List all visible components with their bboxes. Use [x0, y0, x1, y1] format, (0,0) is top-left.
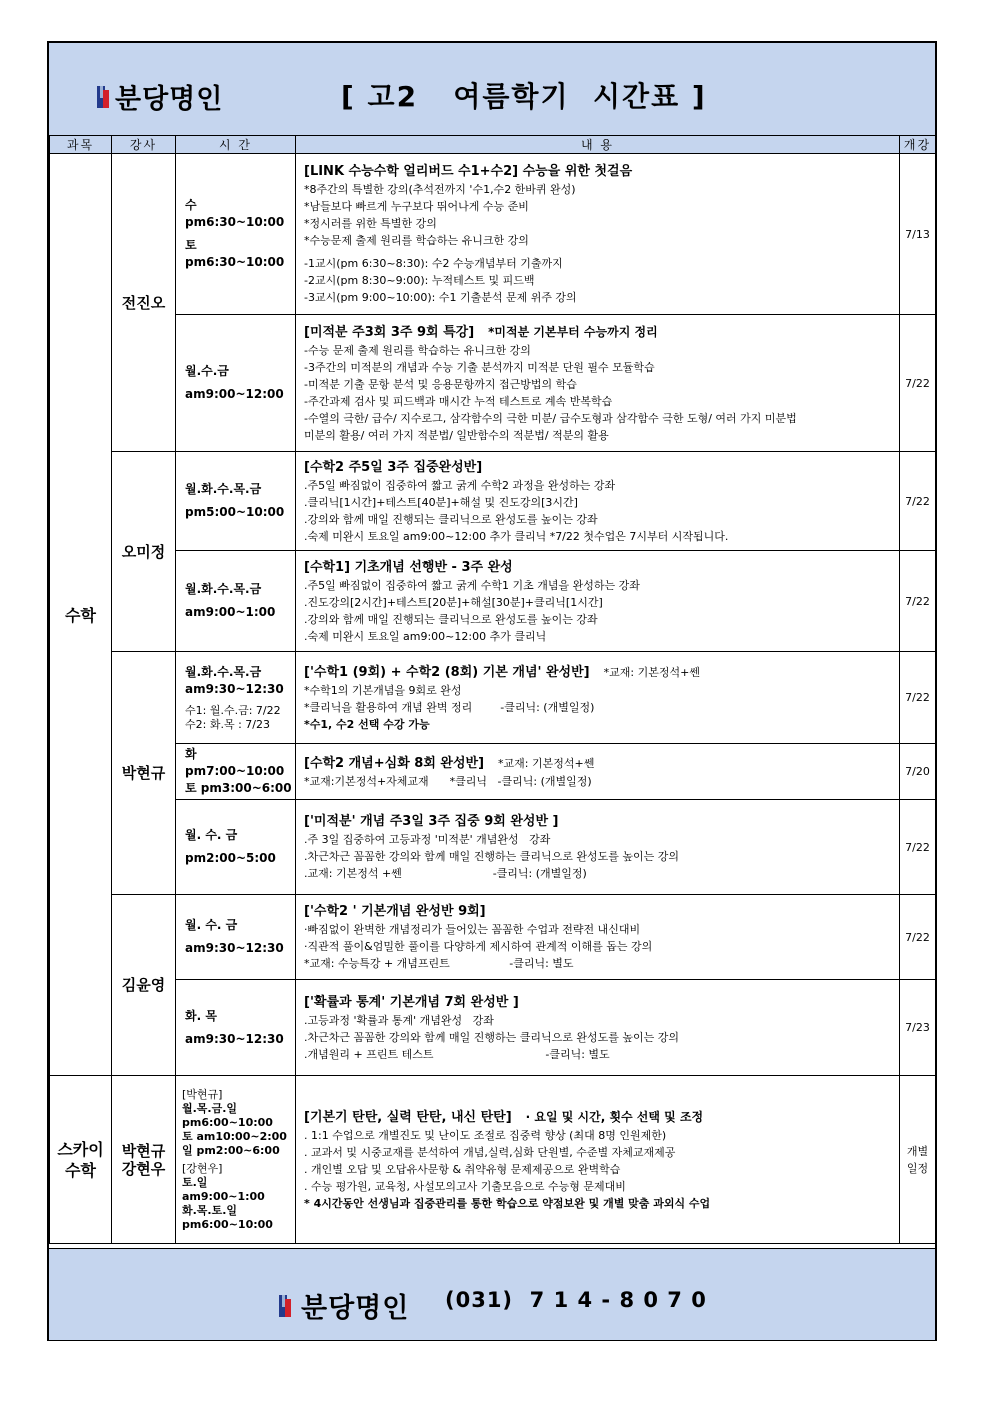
footer-band	[49, 1248, 935, 1340]
subject-cell: 스카이 수학	[50, 1076, 112, 1244]
subject-cell: 수학	[50, 154, 112, 1076]
content-line: .진도강의[2시간]+테스트[20분]+해설[30분]+클리닉[1시간]	[304, 595, 603, 609]
footer-phone: (031) 7 1 4 - 8 0 7 0	[445, 1288, 707, 1312]
header-band	[49, 43, 935, 136]
time-line: am9:30~12:30	[185, 681, 284, 696]
content-line: . 수능 평가원, 교육청, 사설모의고사 기출모음으로 수능형 문제대비	[304, 1179, 626, 1193]
time-line: pm2:00~5:00	[185, 851, 276, 865]
open-date: 7/22	[900, 800, 936, 895]
teacher-cell: 박현규	[112, 652, 176, 895]
time-line: 토 pm3:00~6:00	[185, 781, 292, 795]
content-line: *교재:기본정석+자체교재 *클리닉 -클리닉: (개별일정)	[304, 774, 592, 788]
course-heading-text: [수학2 개념+심화 8회 완성반]	[304, 755, 485, 771]
table-row	[50, 551, 936, 652]
course-heading-aside: *교재: 기본정석+쎈	[498, 756, 595, 770]
time-cell	[176, 315, 296, 452]
content-line: -1교시(pm 6:30~8:30): 수2 수능개념부터 기출까지	[304, 257, 563, 270]
time-line: 월.화.수.목.금	[185, 664, 262, 679]
time-note: 수1: 월.수.금: 7/22	[185, 703, 281, 717]
open-date: 7/22	[900, 452, 936, 551]
time-cell	[176, 452, 296, 551]
content-line: *8주간의 특별한 강의(추석전까지 '수1,수2 한바퀴 완성)	[304, 183, 576, 196]
time-line: am9:00~12:00	[185, 387, 284, 401]
content-line: .고등과정 '확률과 통계' 개념완성 강좌	[304, 1013, 494, 1027]
time-line: 수 pm6:30~10:00	[185, 198, 285, 229]
content-line: .숙제 미완시 토요일 am9:00~12:00 추가 클리닉	[304, 629, 547, 643]
content-cell	[296, 154, 900, 315]
content-cell	[296, 800, 900, 895]
schedule-table	[49, 135, 936, 1244]
table-header-row	[50, 136, 936, 154]
teacher-cell: 전진오	[112, 154, 176, 452]
content-line: *정시러를 위한 특별한 강의	[304, 217, 437, 230]
content-line: .차근차근 꼼꼼한 강의와 함께 매일 진행하는 클리닉으로 완성도를 높이는 강의	[304, 850, 679, 863]
time-line: pm6:00~10:00	[182, 1115, 273, 1129]
brand-mark-icon	[97, 86, 111, 108]
content-line: *교재: 수능특강 + 개념프린트 -클리닉: 별도	[304, 957, 574, 970]
time-line: 토 am10:00~2:00	[182, 1129, 287, 1143]
content-line: .강의와 함께 매일 진행되는 클리닉으로 완성도를 높이는 강좌	[304, 512, 598, 526]
course-heading: ['확률과 통계' 기본개념 7회 완성반 ]	[304, 994, 519, 1010]
time-line: 토 pm6:30~10:00	[185, 238, 285, 269]
time-line: am9:30~12:30	[185, 941, 284, 955]
content-line: . 교과서 및 시중교재를 분석하여 개념,실력,심화 단원별, 수준별 자체교재제공	[304, 1145, 676, 1159]
time-cell	[176, 1076, 296, 1244]
content-line: .차근차근 꼼꼼한 강의와 함께 매일 진행하는 클리닉으로 완성도를 높이는 강의	[304, 1030, 679, 1044]
course-heading	[304, 323, 895, 342]
header-brand: 분당명인	[115, 84, 224, 115]
course-heading	[304, 663, 895, 682]
course-heading: [수학1] 기초개념 선행반 - 3주 완성	[304, 559, 513, 575]
content-line-emphasis: *수1, 수2 선택 수강 가능	[304, 717, 430, 731]
table-row	[50, 1076, 936, 1244]
col-content: 내 용	[296, 136, 900, 154]
time-cell	[176, 744, 296, 800]
content-line: 미분의 활용/ 여러 가지 적분법/ 일반함수의 적분법/ 적분의 활용	[304, 428, 609, 442]
time-line: 화.목.토.일	[182, 1203, 238, 1217]
content-cell	[296, 895, 900, 980]
open-date: 7/22	[900, 895, 936, 980]
time-line: 월.수.금	[185, 364, 229, 378]
table-row	[50, 154, 936, 315]
content-cell	[296, 980, 900, 1076]
table-row	[50, 800, 936, 895]
time-line: 월.화.수.목.금	[185, 582, 262, 596]
time-cell	[176, 895, 296, 980]
content-line: -수열의 극한/ 급수/ 지수로그, 삼각함수의 극한 미분/ 급수도형과 삼각함수 극한 도형/ 여러 가지 미분법	[304, 411, 797, 425]
time-cell	[176, 154, 296, 315]
table-row	[50, 452, 936, 551]
content-line: .숙제 미완시 토요일 am9:00~12:00 추가 클리닉 *7/22 첫수업은 7시부터 시작됩니다.	[304, 529, 729, 543]
content-line: *남들보다 빠르게 누구보다 뛰어나게 수능 준비	[304, 200, 529, 213]
content-line: -3주간의 미적분의 개념과 수능 기출 분석까지 미적분 단원 필수 모듈학습	[304, 360, 655, 374]
content-line: ·빠짐없이 완벽한 개념정리가 들어있는 꼼꼼한 수업과 전략전 내신대비	[304, 923, 641, 936]
content-line: .클리닉[1시간]+테스트[40분]+해설 및 진도강의[3시간]	[304, 495, 578, 509]
teacher-cell: 김윤영	[112, 895, 176, 1076]
open-date: 개별 일정	[900, 1076, 936, 1244]
content-cell	[296, 1076, 900, 1244]
course-heading-text: ['수학1 (9회) + 수학2 (8회) 기본 개념' 완성반]	[304, 664, 590, 680]
header-logo	[97, 77, 223, 116]
col-subject: 과목	[50, 136, 112, 154]
time-line: 화. 목	[185, 1008, 217, 1023]
time-line: 월.목.금.일	[182, 1101, 238, 1115]
content-line: -미적분 기출 문항 분석 및 응용문항까지 접근방법의 학습	[304, 377, 577, 391]
course-heading: [LINK 수능수학 얼리버드 수1+수2] 수능을 위한 첫걸음	[304, 164, 633, 179]
course-heading: [수학2 주5일 3주 집중완성반]	[304, 459, 483, 475]
content-line: *수능문제 출제 원리를 학습하는 유니크한 강의	[304, 234, 529, 247]
teacher-cell: 박현규 강현우	[112, 1076, 176, 1244]
content-line: *수학1의 기본개념을 9회로 완성	[304, 683, 462, 697]
table-row	[50, 652, 936, 744]
open-date: 7/22	[900, 652, 936, 744]
page-title: [ 고2 여름학기 시간표 ]	[341, 80, 707, 113]
course-heading: ['수학2 ' 기본개념 완성반 9회]	[304, 904, 486, 919]
open-date: 7/23	[900, 980, 936, 1076]
brand-mark-icon	[279, 1295, 293, 1317]
time-cell	[176, 980, 296, 1076]
col-time: 시 간	[176, 136, 296, 154]
course-heading: ['미적분' 개념 주3일 3주 집중 9회 완성반 ]	[304, 814, 559, 829]
content-line: .강의와 함께 매일 진행되는 클리닉으로 완성도를 높이는 강좌	[304, 612, 598, 626]
table-row	[50, 744, 936, 800]
course-heading	[304, 754, 895, 773]
course-heading	[304, 1108, 895, 1127]
time-line: 월. 수. 금	[185, 918, 238, 932]
content-line: -수능 문제 출제 원리를 학습하는 유니크한 강의	[304, 343, 531, 357]
open-date: 7/20	[900, 744, 936, 800]
content-line-emphasis: * 4시간동안 선생님과 집중관리를 통한 학습으로 약점보완 및 개별 맞춤 과외식 수업	[304, 1196, 711, 1210]
table-row	[50, 315, 936, 452]
open-date: 7/22	[900, 551, 936, 652]
content-line: . 개인별 오답 및 오답유사문항 & 취약유형 문제제공으로 완벽학습	[304, 1162, 621, 1176]
open-date: 7/13	[900, 154, 936, 315]
content-line: .주5일 빠짐없이 집중하여 짧고 굵게 수학2 과정을 완성하는 강좌	[304, 478, 616, 492]
course-heading-aside: · 요일 및 시간, 횟수 선택 및 조정	[525, 1109, 704, 1124]
time-cell	[176, 551, 296, 652]
content-line: .주5일 빠짐없이 집중하여 짧고 굵게 수학1 기초 개념을 완성하는 강좌	[304, 578, 640, 592]
time-line: 토.일	[182, 1175, 208, 1189]
content-cell	[296, 452, 900, 551]
content-line: -3교시(pm 9:00~10:00): 수1 기출분석 문제 위주 강의	[304, 291, 577, 304]
time-cell	[176, 800, 296, 895]
time-group-label: [강현우]	[182, 1161, 223, 1175]
content-cell	[296, 652, 900, 744]
content-line: . 1:1 수업으로 개별진도 및 난이도 조절로 집중력 향상 (최대 8명 인원제한)	[304, 1128, 667, 1142]
time-group-label: [박현규]	[182, 1087, 223, 1101]
timetable-frame	[47, 41, 937, 1341]
course-heading-text: [미적분 주3회 3주 9회 특강]	[304, 324, 475, 340]
content-cell	[296, 744, 900, 800]
table-row	[50, 895, 936, 980]
col-teacher: 강사	[112, 136, 176, 154]
content-cell	[296, 551, 900, 652]
table-row	[50, 980, 936, 1076]
course-heading-aside: *교재: 기본정석+쎈	[603, 665, 700, 679]
teacher-cell: 오미정	[112, 452, 176, 652]
time-line: am9:00~1:00	[185, 605, 276, 619]
time-line: 월.화.수.목.금	[185, 482, 262, 496]
content-line: .주 3일 집중하여 고등과정 '미적분' 개념완성 강좌	[304, 833, 551, 846]
time-line: 일 pm2:00~6:00	[182, 1143, 280, 1157]
content-line: .개념원리 + 프린트 테스트 -클리닉: 별도	[304, 1047, 610, 1061]
time-cell	[176, 652, 296, 744]
content-line: ·직관적 풀이&엄밀한 풀이를 다양하게 제시하여 관계적 이해를 돕는 강의	[304, 940, 653, 953]
col-open: 개강	[900, 136, 936, 154]
content-line: -주간과제 검사 및 피드백과 매시간 누적 테스트로 계속 반복학습	[304, 394, 613, 408]
time-line: 월. 수. 금	[185, 828, 238, 842]
open-date: 7/22	[900, 315, 936, 452]
time-line: 화 pm7:00~10:00	[185, 747, 285, 778]
course-heading-text: [기본기 탄탄, 실력 탄탄, 내신 탄탄]	[304, 1109, 512, 1125]
content-line: .교재: 기본정석 +쎈 -클리닉: (개별일정)	[304, 867, 587, 880]
course-heading-aside: *미적분 기본부터 수능까지 정리	[488, 324, 658, 339]
time-line: pm6:00~10:00	[182, 1217, 273, 1231]
time-line: pm5:00~10:00	[185, 505, 285, 519]
content-line: -2교시(pm 8:30~9:00): 누적테스트 및 피드백	[304, 274, 535, 287]
content-cell	[296, 315, 900, 452]
footer-logo	[279, 1286, 409, 1325]
content-line: *클리닉을 활용하여 개념 완벽 정리 -클리닉: (개별일정)	[304, 700, 595, 714]
footer-brand: 분당명인	[301, 1293, 410, 1324]
time-line: am9:00~1:00	[182, 1189, 265, 1203]
time-note: 수2: 화.목 : 7/23	[185, 717, 270, 731]
time-line: am9:30~12:30	[185, 1031, 284, 1046]
